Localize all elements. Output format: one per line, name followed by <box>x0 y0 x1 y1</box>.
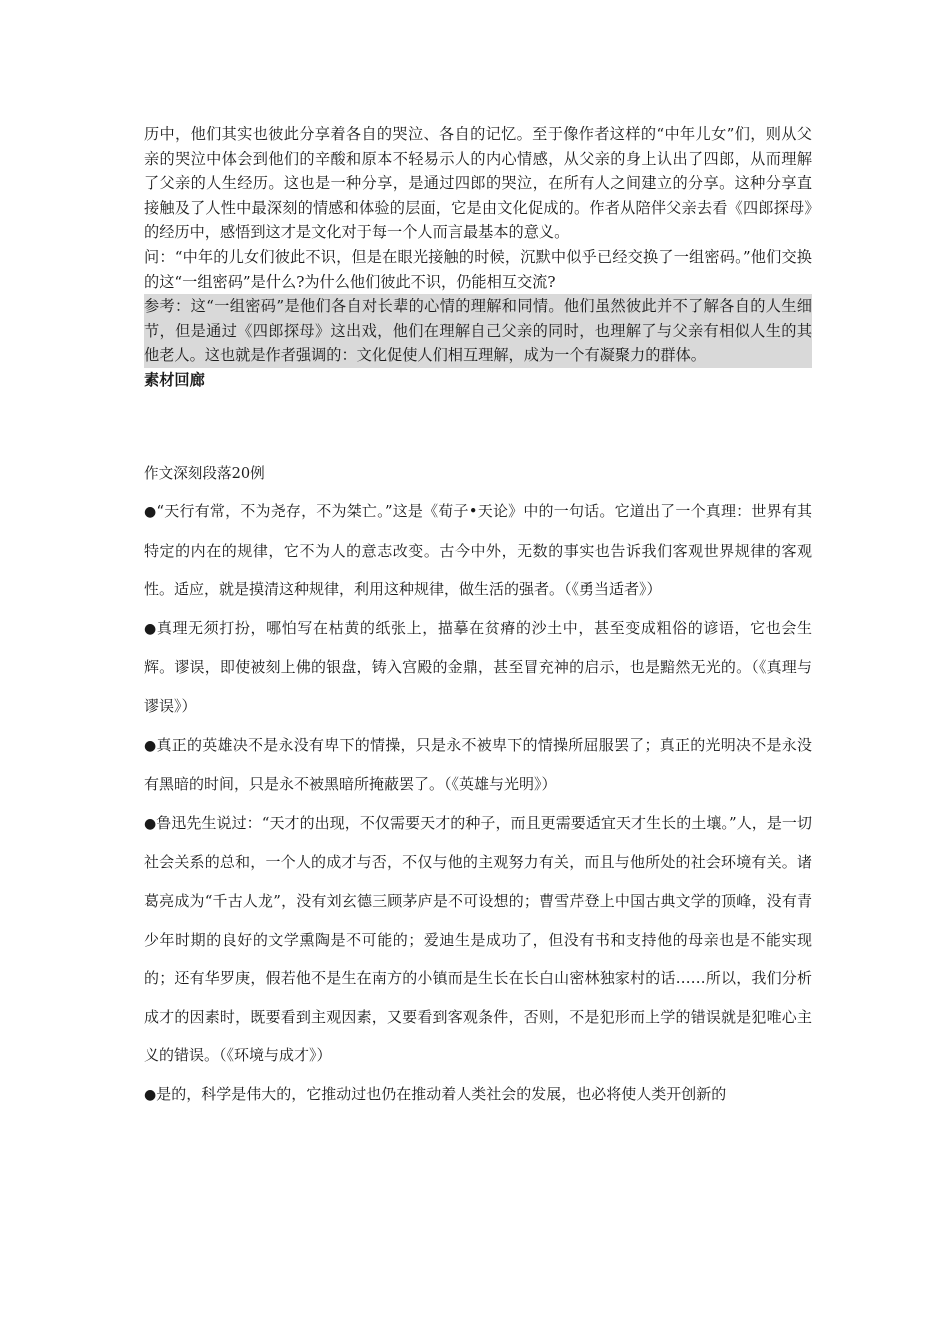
bullet-icon: ● <box>144 620 157 637</box>
example-text: 真正的英雄决不是永没有卑下的情操，只是永不被卑下的情操所屈服罢了；真正的光明决不是永没有黑暗的时间，只是永不被黑暗所掩蔽罢了。（《英雄与光明》） <box>144 735 812 794</box>
bullet-icon: ● <box>144 737 157 754</box>
example-item <box>144 492 812 609</box>
bullet-icon: ● <box>144 815 157 832</box>
example-list <box>144 492 812 1115</box>
example-text: 鲁迅先生说过：“天才的出现，不仅需要天才的种子，而且更需要适宜天才生长的土壤。”人，是一切社会关系的总和，一个人的成才与否，不仅与他的主观努力有关，而且与他所处的社会环境有关。诸葛亮成为“千古人龙”，没有刘玄德三顾茅庐是不可设想的；曹雪芹登上中国古典文学的顶峰，没有青少年时期的良好的文学熏陶是不可能的；爱迪生是成功了，但没有书和支持他的母亲也是不能实现的；还有华罗庚，假若他不是生在南方的小镇而是生长在长白山密林独家村的话……所以，我们分析成才的因素时，既要看到主观因素，又要看到客观条件，否则，不是犯形而上学的错误就是犯唯心主义的错误。（《环境与成才》） <box>144 813 812 1065</box>
reference-answer: 参考：这“一组密码”是他们各自对长辈的心情的理解和同情。他们虽然彼此并不了解各自的人生细节，但是通过《四郎探母》这出戏，他们在理解自己父亲的同时，也理解了与父亲有相似人生的其他老人。这也就是作者强调的：文化促使人们相互理解，成为一个有凝聚力的群体。 <box>144 294 812 368</box>
section-heading: 素材回廊 <box>144 370 205 389</box>
example-text: “天行有常，不为尧存，不为桀亡。”这是《荀子•天论》中的一句话。它道出了一个真理：世界有其特定的内在的规律，它不为人的意志改变。古今中外，无数的事实也告诉我们客观世界规律的客观性。适应，就是摸清这种规律，利用这种规律，做生活的强者。（《勇当适者》） <box>144 502 812 599</box>
example-item <box>144 609 812 726</box>
reading-analysis-section <box>144 122 812 392</box>
bullet-icon: ● <box>144 504 157 520</box>
analysis-paragraph: 历中，他们其实也彼此分享着各自的哭泣、各自的记忆。至于像作者这样的“中年儿女”们，则从父亲的哭泣中体会到他们的辛酸和原本不轻易示人的内心情感，从父亲的身上认出了四郎，从而理解了父亲的人生经历。这也是一种分享，是通过四郎的哭泣，在所有人之间建立的分享。这种分享直接触及了人性中最深刻的情感和体验的层面，它是由文化促成的。作者从陪伴父亲去看《四郎探母》的经历中，感悟到这才是文化对于每一个人而言最基本的意义。 <box>144 125 812 242</box>
example-text: 真理无须打扮，哪怕写在枯黄的纸张上，描摹在贫瘠的沙土中，甚至变成粗俗的谚语，它也会生辉。谬误，即使被刻上佛的银盘，铸入宫殿的金鼎，甚至冒充神的启示，也是黯然无光的。（《真理与谬误》） <box>144 618 813 715</box>
example-item <box>144 1075 812 1115</box>
example-item <box>144 726 812 804</box>
question-paragraph: 问：“中年的儿女们彼此不识，但是在眼光接触的时候，沉默中似乎已经交换了一组密码。”他们交换的这“一组密码”是什么?为什么他们彼此不识，仍能相互交流? <box>144 247 812 291</box>
example-text: 是的，科学是伟大的，它推动过也仍在推动着人类社会的发展，也必将使人类开创新的 <box>156 1084 727 1103</box>
subheading: 作文深刻段落20例 <box>144 465 265 482</box>
example-item <box>144 804 812 1075</box>
bullet-icon: ● <box>144 1086 157 1103</box>
